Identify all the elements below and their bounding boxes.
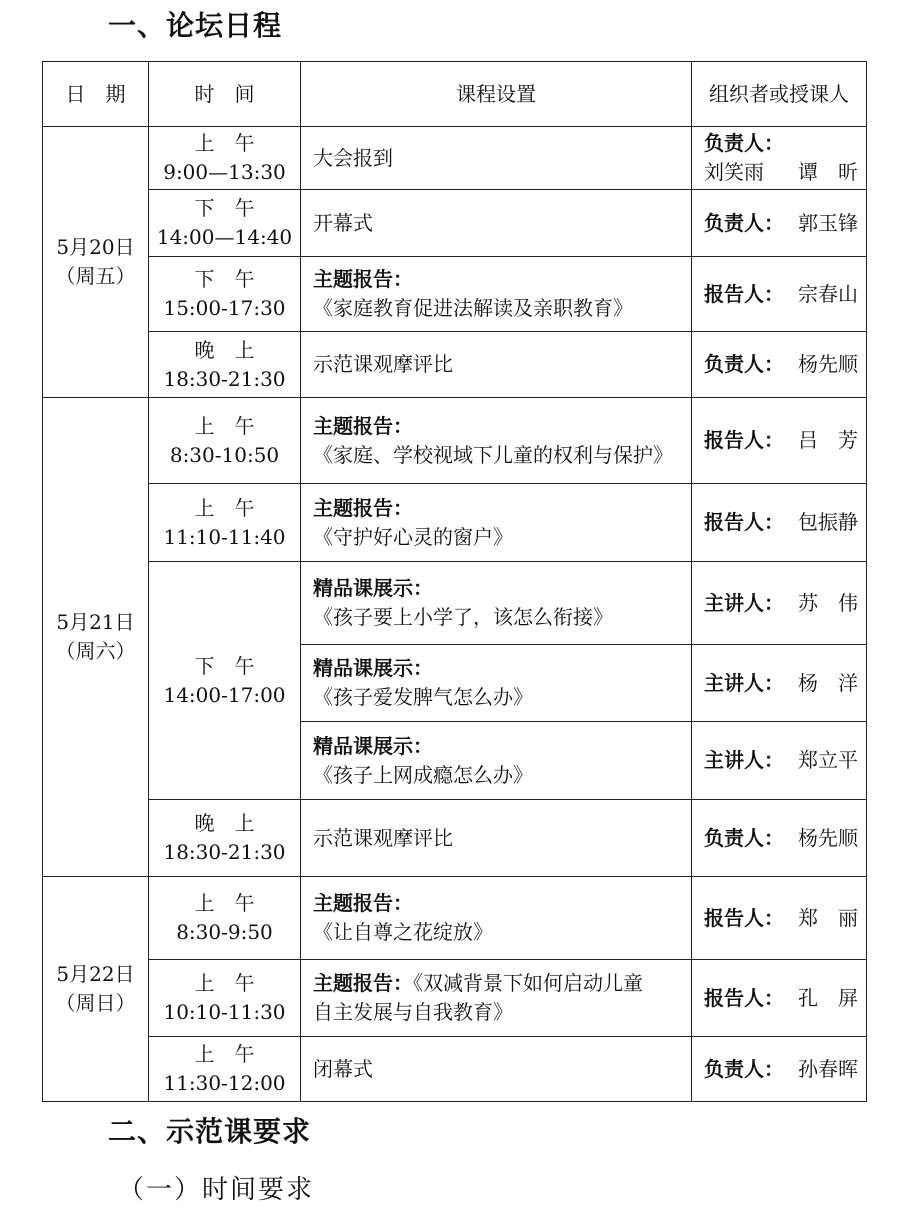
organizer-line [704, 669, 858, 698]
time-cell [149, 484, 301, 562]
person-name: 谭 昕 [798, 160, 858, 184]
organizer-cell [692, 960, 867, 1037]
table-row [43, 484, 867, 562]
person-name: 宗春山 [798, 281, 858, 306]
period-text: 上 午 [194, 131, 255, 155]
section-heading-schedule: 一、论坛日程 [108, 9, 283, 42]
organizer-line [704, 280, 858, 309]
table-row [43, 127, 867, 190]
role-label: 负责人： [704, 210, 784, 235]
course-line1 [313, 969, 691, 998]
course-title: 精品课展示： [313, 656, 433, 680]
time-cell [149, 1037, 301, 1102]
table-row [43, 190, 867, 257]
time-cell [149, 332, 301, 398]
person-name: 孔 屏 [798, 985, 858, 1010]
table-row [43, 257, 867, 332]
organizer-names [704, 158, 858, 187]
course-title: 精品课展示： [313, 733, 433, 758]
table-row [43, 877, 867, 960]
period-text: 上 午 [194, 971, 255, 995]
table-row [43, 562, 867, 645]
person-name: 包振静 [798, 510, 858, 534]
course-text: 示范课观摩评比 [313, 825, 453, 850]
period-text: 上 午 [194, 891, 255, 915]
course-text: 《家庭教育促进法解读及亲职教育》 [313, 296, 633, 320]
course-text: 闭幕式 [313, 1056, 373, 1081]
organizer-line [704, 824, 858, 853]
role-label: 报告人： [704, 510, 784, 534]
organizer-line [704, 350, 858, 379]
course-cell [301, 127, 692, 190]
period-text: 上 午 [194, 413, 255, 438]
period-text: 下 午 [194, 196, 255, 220]
organizer-line [704, 984, 858, 1013]
date-text: 5月20日 [56, 235, 135, 259]
period-text: 下 午 [194, 267, 255, 291]
person-name: 杨先顺 [798, 825, 858, 850]
organizer-line [704, 904, 858, 933]
period-text: 下 午 [194, 653, 255, 678]
header-date: 日 期 [43, 62, 149, 127]
role-label: 主讲人： [704, 590, 784, 615]
course-title: 主题报告： [313, 891, 413, 915]
course-cell [301, 190, 692, 257]
course-cell [301, 960, 692, 1037]
role-label: 主讲人： [704, 748, 784, 772]
organizer-cell [692, 1037, 867, 1102]
date-text: 5月21日 [56, 610, 135, 634]
role-label: 报告人： [704, 985, 784, 1010]
course-title: 主题报告： [313, 413, 413, 438]
table-row [43, 800, 867, 877]
course-text: 开幕式 [313, 210, 373, 235]
date-cell [43, 877, 149, 1102]
organizer-cell [692, 332, 867, 398]
time-text: 14:00—14:40 [156, 225, 293, 249]
course-text: 《家庭、学校视域下儿童的权利与保护》 [313, 442, 673, 467]
organizer-cell [692, 800, 867, 877]
person-name: 孙春晖 [798, 1056, 858, 1081]
time-cell [149, 127, 301, 190]
role-label: 负责人： [704, 1056, 784, 1081]
time-text: 11:10-11:40 [163, 524, 286, 549]
time-text: 8:30-9:50 [176, 920, 273, 944]
time-text: 10:10-11:30 [163, 1000, 286, 1024]
role-label: 负责人： [704, 352, 784, 376]
course-text: 示范课观摩评比 [313, 352, 453, 376]
organizer-line [704, 1055, 858, 1084]
person-name: 郑 丽 [798, 905, 858, 930]
time-cell [149, 800, 301, 877]
person-name: 杨先顺 [798, 352, 858, 376]
organizer-line [704, 508, 858, 537]
time-text: 8:30-10:50 [169, 442, 280, 467]
person-name: 苏 伟 [798, 590, 858, 615]
table-row [43, 960, 867, 1037]
course-cell [301, 645, 692, 722]
role-label: 报告人： [704, 281, 784, 306]
period-text: 上 午 [194, 1042, 255, 1066]
course-title: 精品课展示： [313, 576, 433, 600]
header-course: 课程设置 [301, 62, 692, 127]
organizer-cell [692, 562, 867, 645]
role-label: 报告人： [704, 905, 784, 930]
course-cell [301, 877, 692, 960]
course-text: 《孩子要上小学了，该怎么衔接》 [313, 605, 613, 629]
course-text: 大会报到 [313, 145, 393, 170]
course-cell [301, 484, 692, 562]
course-text: 自主发展与自我教育》 [313, 1000, 513, 1024]
period-text: 晚 上 [194, 811, 255, 835]
date-text: 5月22日 [56, 962, 135, 986]
course-cell [301, 722, 692, 800]
course-cell [301, 332, 692, 398]
course-title: 主题报告： [313, 267, 413, 291]
table-row [43, 398, 867, 484]
header-time: 时 间 [149, 62, 301, 127]
course-cell [301, 562, 692, 645]
organizer-line [704, 589, 858, 618]
subsection-heading-time: （一）时间要求 [118, 1175, 315, 1205]
course-text: 《孩子爱发脾气怎么办》 [313, 685, 533, 709]
organizer-cell [692, 722, 867, 800]
person-name: 杨 洋 [798, 670, 858, 695]
header-organizer: 组织者或授课人 [692, 62, 867, 127]
time-cell [149, 960, 301, 1037]
time-text: 9:00—13:30 [163, 160, 286, 184]
organizer-cell [692, 877, 867, 960]
time-cell [149, 562, 301, 800]
period-text: 上 午 [194, 495, 255, 520]
course-cell [301, 257, 692, 332]
course-text: 《守护好心灵的窗户》 [313, 524, 513, 549]
section-heading-demo-requirements: 二、示范课要求 [108, 1115, 312, 1148]
time-text: 11:30-12:00 [163, 1071, 286, 1095]
course-text: 《双减背景下如何启动儿童 [413, 971, 643, 995]
time-text: 14:00-17:00 [163, 682, 286, 707]
course-cell [301, 800, 692, 877]
time-text: 18:30-21:30 [163, 840, 286, 864]
time-cell [149, 257, 301, 332]
weekday-text: （周日） [55, 991, 136, 1015]
person-name: 郑立平 [798, 748, 858, 772]
table-row [43, 1037, 867, 1102]
course-title: 主题报告： [313, 495, 413, 520]
course-title: 主题报告： [313, 971, 413, 995]
weekday-text: （周五） [55, 264, 136, 288]
course-text: 《孩子上网成瘾怎么办》 [313, 762, 533, 787]
weekday-text: （周六） [55, 639, 136, 663]
organizer-cell [692, 398, 867, 484]
organizer-cell [692, 257, 867, 332]
person-name: 吕 芳 [798, 428, 858, 452]
organizer-line [704, 746, 858, 775]
role-label: 报告人： [704, 428, 784, 452]
date-cell [43, 127, 149, 398]
time-text: 15:00-17:30 [163, 296, 286, 320]
schedule-table [42, 61, 867, 1102]
organizer-cell [692, 190, 867, 257]
course-text: 《让自尊之花绽放》 [313, 920, 493, 944]
role-label: 负责人： [704, 825, 784, 850]
organizer-line [704, 209, 858, 238]
organizer-cell [692, 484, 867, 562]
date-cell [43, 398, 149, 877]
role-label: 主讲人： [704, 670, 784, 695]
organizer-line [704, 426, 858, 455]
organizer-cell [692, 127, 867, 190]
table-row [43, 332, 867, 398]
course-cell [301, 1037, 692, 1102]
period-text: 晚 上 [194, 337, 255, 362]
time-cell [149, 877, 301, 960]
person-name: 郭玉锋 [798, 210, 858, 235]
time-cell [149, 190, 301, 257]
person-name: 刘笑雨 [704, 160, 764, 184]
time-cell [149, 398, 301, 484]
table-header-row [43, 62, 867, 127]
role-label: 负责人： [704, 131, 784, 155]
time-text: 18:30-21:30 [163, 366, 286, 391]
course-cell [301, 398, 692, 484]
organizer-cell [692, 645, 867, 722]
